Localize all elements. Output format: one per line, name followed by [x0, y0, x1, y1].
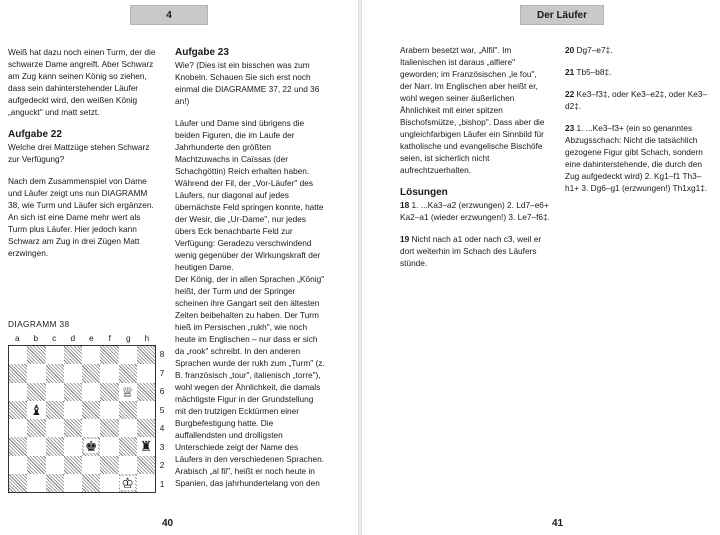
square-a2	[9, 456, 27, 474]
square-e5	[82, 401, 100, 419]
square-c2	[46, 456, 64, 474]
square-e6	[82, 383, 100, 401]
file-label-d: d	[70, 333, 76, 343]
paragraph: Weiß hat dazu noch einen Turm, der die schwarze Dame angreift. Aber Schwarz am Zug kann seinen König so ziehen, dass sein dahinterstehender Läufer aufgedeckt wird, den weißen König „anguckt" und matt setzt.	[8, 47, 156, 117]
solution-number: 20	[565, 45, 575, 55]
square-f4	[100, 419, 118, 437]
paragraph: Läufer und Dame sind übrigens die beiden Figuren, die im Laufe der Jahrhunderte den größten Machtzuwachs in Caïssas (der Schachgöttin) Reich erhalten haben. Während der Fil, der „Vor-Läufer" des Läufers, nur diagonal auf jedes übernächste Feld springen konnte, hatte der Wesir, die „Ur-Dame", nur jedes übers Eck benachbarte Feld zur Verfügung: Geradezu verschwindend wenig gegenüber der Wirkungskraft der heutigen Dame.	[175, 118, 324, 272]
board-rank-labels	[156, 345, 168, 493]
square-d4	[64, 419, 82, 437]
square-f5	[100, 401, 118, 419]
square-g6	[119, 383, 137, 401]
square-g2	[119, 456, 137, 474]
right-column-1	[400, 44, 550, 279]
solution-18	[400, 199, 550, 223]
file-label-g: g	[125, 333, 131, 343]
solution-20	[565, 44, 713, 56]
diagram-title: DIAGRAMM 38	[8, 319, 70, 329]
white-king-icon: ♔	[121, 474, 134, 491]
square-d2	[64, 456, 82, 474]
square-b3	[27, 437, 45, 455]
square-g5	[119, 401, 137, 419]
square-a4	[9, 419, 27, 437]
square-c8	[46, 346, 64, 364]
square-f3	[100, 437, 118, 455]
square-c7	[46, 364, 64, 382]
square-g8	[119, 346, 137, 364]
square-g1	[119, 474, 137, 492]
square-f2	[100, 456, 118, 474]
square-a6	[9, 383, 27, 401]
square-c3	[46, 437, 64, 455]
square-h1	[137, 474, 155, 492]
paragraph: Nach dem Zusammenspiel von Dame und Läufer zeigt uns nun DIAGRAMM 38, wie Turm und Läufer sich ergänzen. An sich ist eine Dame mehr wert als Turm plus Läufer. Hier jedoch kann Schwarz am Zug in drei Zügen Matt erzwingen.	[8, 176, 154, 258]
paragraph: Welche drei Mattzüge stehen Schwarz zur Verfügung?	[8, 142, 150, 164]
rank-label-7: 7	[159, 367, 165, 378]
square-g4	[119, 419, 137, 437]
solution-text: Ke3–f3‡, oder Ke3–e2‡, oder Ke3–d2‡.	[565, 89, 708, 111]
square-c6	[46, 383, 64, 401]
file-label-h: h	[144, 333, 150, 343]
rank-label-8: 8	[159, 349, 165, 360]
square-e8	[82, 346, 100, 364]
chess-board	[8, 345, 156, 493]
square-a1	[9, 474, 27, 492]
solution-text: Tb5–b8‡.	[574, 67, 612, 77]
solution-number: 18	[400, 200, 410, 210]
file-label-f: f	[108, 333, 111, 343]
heading-aufgabe-23: Aufgabe 23	[175, 47, 229, 58]
black-rook-icon: ♜	[139, 438, 153, 455]
page-number: 40	[162, 518, 174, 529]
left-column-1	[8, 46, 160, 269]
square-c5	[46, 401, 64, 419]
square-c4	[46, 419, 64, 437]
square-a7	[9, 364, 27, 382]
square-f8	[100, 346, 118, 364]
page-number: 41	[552, 518, 564, 529]
square-f6	[100, 383, 118, 401]
square-a8	[9, 346, 27, 364]
square-f7	[100, 364, 118, 382]
rank-label-4: 4	[159, 423, 165, 434]
left-page	[0, 0, 358, 535]
black-king-icon: ♚	[84, 438, 98, 455]
square-e2	[82, 456, 100, 474]
square-b2	[27, 456, 45, 474]
solution-23	[565, 122, 713, 194]
solution-number: 21	[565, 67, 575, 77]
square-g3	[119, 437, 137, 455]
right-column-2	[565, 44, 713, 204]
square-f1	[100, 474, 118, 492]
file-label-e: e	[88, 333, 94, 343]
board-file-labels	[8, 333, 156, 343]
file-label-a: a	[14, 333, 20, 343]
paragraph: Arabern besetzt war, „Alfil". Im Italienischen ist daraus „alfiere" geworden; im Französischen „le fou", der Narr. Im Englischen aber heißt er, wohl wegen seiner äußerlichen Ähnlichkeit mit einer spitzen Bischofsmütze, „bishop". Dass aber die ungleichfarbigen Läufer ein Sinnbild für katholische und evangelische Bischöfe seien, ist sicherlich nicht aufrechtzuerhalten.	[400, 45, 545, 175]
square-b6	[27, 383, 45, 401]
paragraph: Der König, der in allen Sprachen „König" heißt, der Turm und der Springer scheinen ihre Gangart seit den ältesten Zeiten beibehalten zu haben. Der Turm hieß im Persischen „rukh", wie noch heute im Englischen – nur dass er sich da „rook" schreibt. In den anderen Sprachen wurde der rukh zum „Turm" (z. B. französisch „tour", italienisch „torre"), wohl wegen der Ähnlichkeit, die damals mächtigste Figur in der Grundstellung mit den trutzigen Ecktürmen einer Burgbefestigung hatte. Die auffallendsten und drolligsten Unterschiede zeigt der Name des Läufers in den verschiedenen Sprachen. Arabisch „al fil", heißt er noch heute in Spanien, das jahrhundertelang von den	[175, 274, 325, 488]
square-h7	[137, 364, 155, 382]
square-b8	[27, 346, 45, 364]
square-a3	[9, 437, 27, 455]
square-e3	[82, 437, 100, 455]
square-c1	[46, 474, 64, 492]
left-column-2	[175, 46, 325, 499]
square-h6	[137, 383, 155, 401]
chapter-title-tab: Der Läufer	[520, 5, 604, 25]
heading-loesungen: Lösungen	[400, 187, 448, 198]
file-label-c: c	[52, 333, 57, 343]
square-h4	[137, 419, 155, 437]
square-e4	[82, 419, 100, 437]
square-d1	[64, 474, 82, 492]
rank-label-3: 3	[159, 441, 165, 452]
right-page	[362, 0, 720, 535]
square-b5	[27, 401, 45, 419]
square-d3	[64, 437, 82, 455]
solution-text: Dg7–e7‡.	[574, 45, 613, 55]
heading-aufgabe-22: Aufgabe 22	[8, 129, 62, 140]
rank-label-6: 6	[159, 386, 165, 397]
solution-21	[565, 66, 713, 78]
solution-text: 1. ...Ka3–a2 (erzwungen) 2. Ld7–e6+ Ka2–a1 (wieder erzwungen!) 3. Le7–f6‡.	[400, 200, 550, 222]
solution-number: 22	[565, 89, 575, 99]
rank-label-5: 5	[159, 404, 165, 415]
square-h5	[137, 401, 155, 419]
solution-text: 1. ...Ke3–f3+ (ein so genanntes Abzugsschach: Nicht die tatsächlich gezogene Figur gibt Schach, sondern eine dahinterstehende, die durch den Zug aufgedeckt wird) 2. Kg1–f1 Th3–h1+ 3. Dg6–g1 (erzwungen!) Th1xg1‡.	[565, 123, 708, 193]
square-b7	[27, 364, 45, 382]
white-queen-icon: ♕	[121, 383, 134, 400]
square-e7	[82, 364, 100, 382]
rank-label-2: 2	[159, 460, 165, 471]
solution-19	[400, 233, 550, 269]
square-d8	[64, 346, 82, 364]
black-bishop-icon: ♝	[30, 401, 43, 418]
square-d6	[64, 383, 82, 401]
square-d7	[64, 364, 82, 382]
square-h8	[137, 346, 155, 364]
solution-text: Nicht nach a1 oder nach c3, weil er dort weiterhin im Schach des Läufers stünde.	[400, 234, 542, 268]
square-b4	[27, 419, 45, 437]
square-h3	[137, 437, 155, 455]
square-g7	[119, 364, 137, 382]
square-d5	[64, 401, 82, 419]
solution-number: 19	[400, 234, 410, 244]
paragraph: Wie? (Dies ist ein bisschen was zum Knobeln. Schauen Sie sich erst noch einmal die DIAGRAMME 37, 22 und 36 an!)	[175, 60, 320, 106]
solution-number: 23	[565, 123, 575, 133]
file-label-b: b	[33, 333, 39, 343]
square-a5	[9, 401, 27, 419]
square-b1	[27, 474, 45, 492]
chapter-number-tab: 4	[130, 5, 208, 25]
solution-22	[565, 88, 713, 112]
square-h2	[137, 456, 155, 474]
rank-label-1: 1	[159, 478, 165, 489]
square-e1	[82, 474, 100, 492]
